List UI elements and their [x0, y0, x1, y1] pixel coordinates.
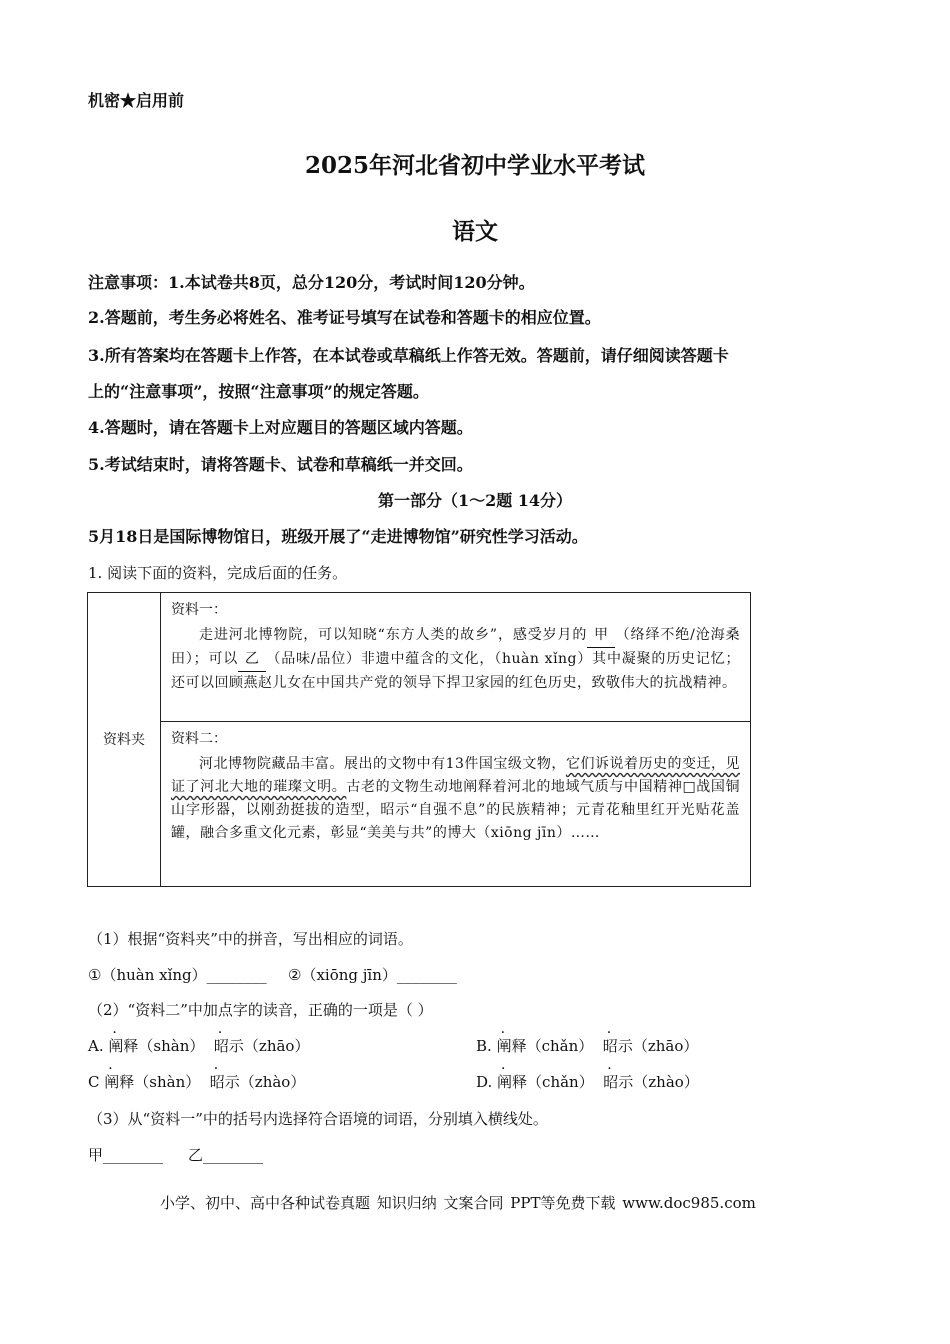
option-d [476, 1071, 699, 1092]
wavy-underlined-sentence: 它们诉说着历史的变迁，见证了河北大地的璀璨文明。 [171, 756, 740, 795]
notice-line-4: 上的“注意事项”，按照“注意事项”的规定答题。 [88, 382, 429, 401]
option-a-reading-1: 释（shàn） [123, 1037, 205, 1055]
dotted-char: 昭 [603, 1073, 619, 1091]
material-folder-table [87, 592, 751, 887]
option-a [88, 1035, 309, 1056]
dotted-char: 阐 [497, 1073, 513, 1091]
material-1-text-b: （络绎不绝/沧海桑田）；可以 [171, 627, 740, 667]
notice-line-5: 4.答题时，请在答题卡上对应题目的答题区域内答题。 [88, 418, 473, 437]
activity-intro: 5月18日是国际博物馆日，班级开展了“走进博物馆”研究性学习活动。 [88, 527, 588, 546]
dotted-char: 昭 [602, 1037, 618, 1055]
option-b-reading-2: 示（zhāo） [617, 1037, 699, 1055]
subquestion-1-answer-b: ②（xiōng jīn）________ [288, 966, 457, 984]
dotted-char: 阐 [108, 1037, 124, 1055]
option-c [88, 1071, 305, 1092]
option-c-letter: C [88, 1073, 105, 1091]
material-1-cell [161, 593, 751, 722]
material-1-text-a: 走进河北博物院，可以知晓“东方人类的故乡”，感受岁月的 [199, 627, 588, 643]
subquestion-1-stem: （1）根据“资料夹”中的拼音，写出相应的词语。 [88, 930, 413, 948]
dotted-char: 昭 [209, 1073, 225, 1091]
notice-line-6: 5.考试结束时，请将答题卡、试卷和草稿纸一并交回。 [88, 455, 473, 474]
subquestion-1-answer-a: ①（huàn xǐng）________ [88, 966, 267, 984]
material-2-text-a: 河北博物院藏品丰富。展出的文物中有13件国宝级文物， [199, 756, 566, 772]
subject-title: 语文 [452, 218, 498, 245]
material-2-body [171, 753, 740, 845]
material-1-body [171, 624, 740, 695]
notice-line-3: 3.所有答案均在答题卡上作答，在本试卷或草稿纸上作答无效。答题前，请仔细阅读答题卡 [88, 346, 729, 365]
option-a-reading-2: 示（zhāo） [228, 1037, 310, 1055]
option-a-letter: A. [88, 1037, 109, 1055]
option-b-reading-1: 释（chǎn） [511, 1037, 594, 1055]
option-d-reading-2: 示（zhào） [618, 1073, 699, 1091]
material-1-text-c: （品味/品位）非遗中蕴含的文化，（huàn xǐng）其中凝聚的历史记忆；还可以回顾燕赵儿女在中国共产党的领导下捍卫家园的红色历史，致敬伟大的抗战精神。 [171, 651, 741, 691]
option-d-letter: D. [476, 1073, 498, 1091]
subquestion-3-answer-yi: 乙________ [188, 1146, 264, 1164]
subquestion-2-stem: （2）“资料二”中加点字的读音，正确的一项是（ ） [88, 1001, 433, 1019]
option-b-letter: B. [476, 1037, 497, 1055]
dotted-char: 阐 [104, 1073, 120, 1091]
material-2-cell [161, 722, 751, 887]
exam-title: 2025年河北省初中学业水平考试 [304, 152, 645, 179]
notice-line-1: 注意事项：1.本试卷共8页，总分120分，考试时间120分钟。 [88, 273, 535, 292]
blank-jia: 甲 [587, 624, 615, 648]
option-c-reading-2: 示（zhào） [224, 1073, 306, 1091]
dotted-char: 昭 [213, 1037, 229, 1055]
subquestion-3-answer-jia: 甲________ [88, 1146, 164, 1164]
option-b [476, 1035, 698, 1056]
material-2-text-b: 古老的文物生动地阐释着河北的地域气质与中国精神□战国铜山字形器，以刚劲挺拔的造型，昭示“自强不息”的民族精神；元青花釉里红开光贴花盖罐，融合多重文化元素，彰显“美美与共”的博大（xiōng jīn）…… [171, 779, 741, 841]
blank-yi: 乙 [238, 648, 266, 672]
notice-line-2: 2.答题前，考生务必将姓名、准考证号填写在试卷和答题卡的相应位置。 [88, 308, 601, 327]
material-1-title: 资料一： [171, 602, 227, 618]
confidential-mark: 机密★启用前 [88, 91, 185, 110]
subquestion-3-stem: （3）从“资料一”中的括号内选择符合语境的词语，分别填入横线处。 [88, 1110, 548, 1128]
page-footer: 小学、初中、高中各种试卷真题 知识归纳 文案合同 PPT等免费下载 www.doc985.com [160, 1194, 756, 1212]
folder-label: 资料夹 [88, 593, 161, 887]
material-2-title: 资料二： [171, 731, 227, 747]
part-heading: 第一部分（1～2题 14分） [377, 491, 573, 510]
dotted-char: 阐 [496, 1037, 512, 1055]
option-c-reading-1: 释（shàn） [119, 1073, 201, 1091]
option-d-reading-1: 释（chǎn） [512, 1073, 594, 1091]
question-1-stem: 1. 阅读下面的资料，完成后面的任务。 [88, 564, 348, 582]
